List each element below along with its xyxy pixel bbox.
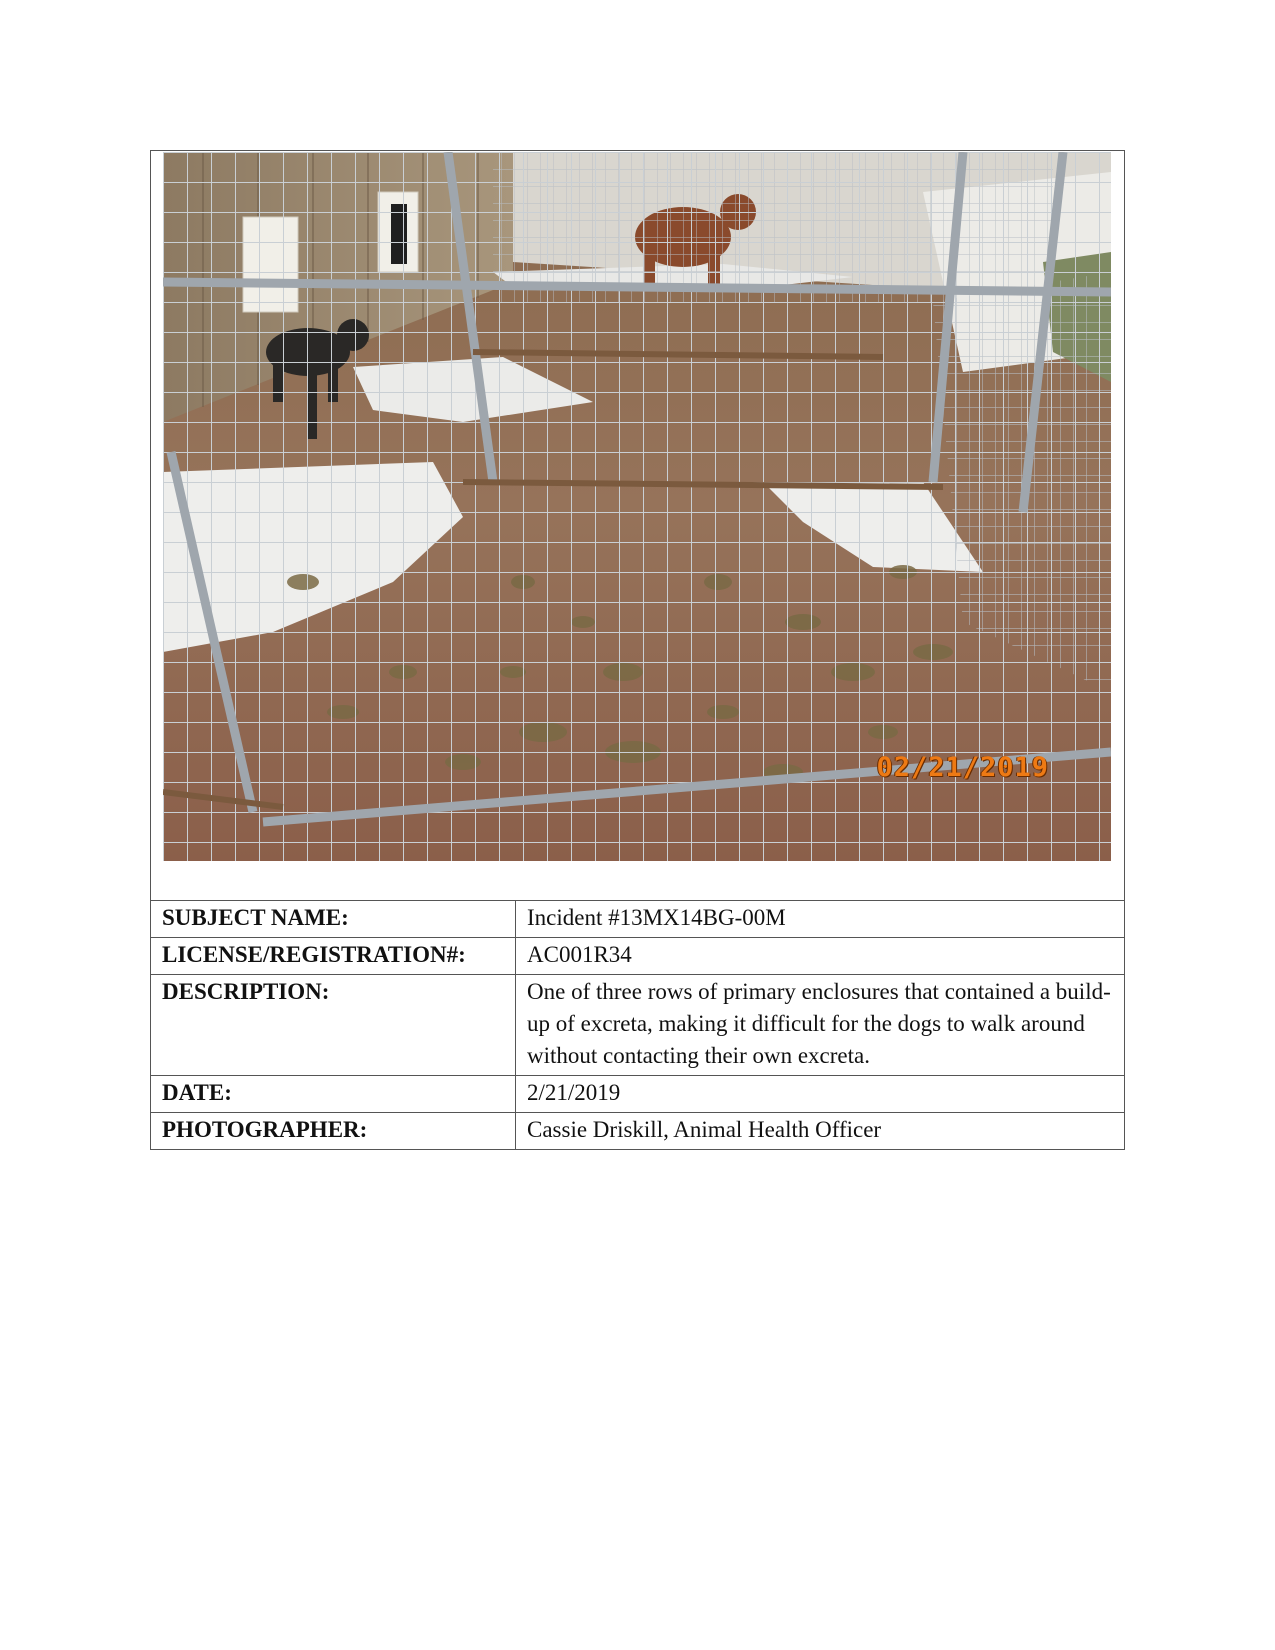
table-row bbox=[151, 1076, 1124, 1113]
photo-cell bbox=[151, 151, 1124, 901]
photographer-value: Cassie Driskill, Animal Health Officer bbox=[516, 1113, 1125, 1150]
license-label: LICENSE/REGISTRATION#: bbox=[151, 938, 516, 975]
table-row bbox=[151, 975, 1124, 1076]
date-label: DATE: bbox=[151, 1076, 516, 1113]
description-label: DESCRIPTION: bbox=[151, 975, 516, 1076]
enclosure-photo bbox=[163, 152, 1111, 861]
inspection-report bbox=[150, 150, 1125, 1150]
photographer-label: PHOTOGRAPHER: bbox=[151, 1113, 516, 1150]
subject-name-value: Incident #13MX14BG-00M bbox=[527, 905, 786, 930]
subject-name-label: SUBJECT NAME: bbox=[151, 901, 516, 938]
description-value: One of three rows of primary enclosures that contained a build-up of excreta, making it difficult for the dogs to walk around without contacting their own excreta. bbox=[516, 975, 1125, 1076]
table-row bbox=[151, 938, 1124, 975]
table-row bbox=[151, 901, 1124, 938]
date-value: 2/21/2019 bbox=[516, 1076, 1125, 1113]
license-value: AC001R34 bbox=[516, 938, 1125, 975]
details-table bbox=[151, 901, 1124, 1149]
table-row bbox=[151, 1113, 1124, 1150]
date-stamp: 02/21/2019 bbox=[876, 752, 1049, 783]
